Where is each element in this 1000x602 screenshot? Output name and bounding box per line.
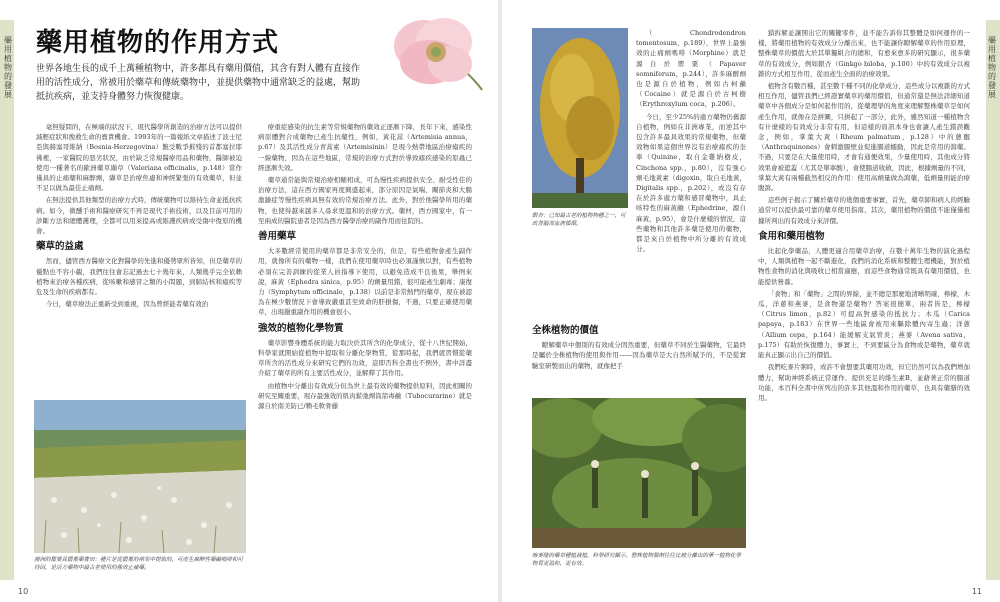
section-heading-use: 善用藥草 [258, 231, 297, 243]
right-side-tab [986, 20, 1000, 580]
herb-workers-photo [532, 398, 746, 548]
paragraph: 植物含有數百種，甚至數千種不同的化學成分，這些成分以複雜的方式相互作用，儘管我們已經證實藥草的藥用價值，但通常還是無法詳細知道藥草中各個成分是如何起作用的，從藥理學的角度來理解整株藥草是如何產生作用，就像在是拼圖，只拼起了一部分，此外，雖然知道一種植物含有什麼樣的有效成分非常有用，但這樣的資訊本身也會讓人產生錯誤觀念，例如，掌葉大黃（Rheum palmatum，p.128）中的蒽醌（Anthraquinones）會刺激腸壁並促進腸道蠕動，因此是常用的瀉藥。不過，只要是在大量使用時，才會有通便效果，少量使用時，其他成分將效果會被遮蓋（尤其是單寧酸），會使腸道收斂，因此，根據劑量的不同，掌葉大黃有兩種截然相反的作用：使用高劑量做為瀉藥，低劑量則能治療腹瀉。 [758, 82, 970, 193]
paragraph: 瞭解藥草中個別的有效成分固然重要，但藥草不同於生醫藥物，它最終是屬於全株植物的使用與作用——因為藥草是大自然所賦予的，不是從實驗室研製而出的藥物，就像把手 [532, 341, 746, 370]
poppy-flower-illustration [378, 12, 490, 92]
poppy-field-caption: 澳洲的罌粟其罌粟藥膏田：種片是從罌粟的蒴果中提取的，可產生麻醉性藥鹼嗎啡和可待因，是活方藥物中最古老使用的強效止痛藥。 [34, 557, 244, 571]
herb-workers-caption: 喀麥隆的藥草種植栽植，科學研究顯示，整株植物製劑往往比被分離出的單一植物化學物質更溫和、更有效。 [532, 553, 742, 567]
paragraph: 「食物」和「藥物」之間的界線，並不總是那麼地清晰明確，檸檬，木瓜，洋蔥和燕麥，是食物還是藥物？答案很簡單，兩者皆是，檸檬（Citrus limon，p.82）可提高對感染的抵抗力；木瓜（Carica papaya，p.183）在世界一些地區會被用來驅除體內寄生蟲；洋蔥（Allium cepa，p.164）能緩解支氣管炎；燕麥（Avena sativa，p.175）有助於恢復體力，事實上，不到要區分為食物或是藥物，藥草就能真正顯示出自己的價值。 [758, 289, 970, 360]
left-page [0, 0, 498, 602]
paragraph: 大多數經常使用的藥草都是非常安全的，但是，有些植物會產生副作用，就像所有的藥物一樣，我們在使用藥草時也必須謹慎以對，有些植物必須在完善訓練的從業人員指導下使用，以避免造成不良後果，舉例來說，麻黃（Ephedra sinica，p.95）的劑量用錯，很可能產生劇毒；康復力（Symphytum officinale，p.138）以前是非常熱門的藥草，現在被認為在極少數情況下會導致嚴重甚至致命的肝損傷，不過，只要正確使用藥草，出現嚴重副作用的機會很小。 [258, 247, 472, 317]
paragraph: 由植物中分離出有效成分但為世上最有效的藥物提供原料，因此相關的研究至關重要，現存最強效的肌肉鬆弛劑筒箭毒鹼（Tubocurarine）就是源自於南美防已/賴毛軟骨藤 [258, 381, 472, 411]
section-heading-whole-plant: 全株植物的價值 [532, 325, 599, 336]
paragraph: 藥草影響身體系統的能力取決於其所含的化學成分，從十八世紀開始，科學家就開始從植物中提取和分離化學物質，從那時起，我們就習慣從藥草所含的活性成分來研究它們的功效，這即否科全書也不例外，書中詳盡介紹了藥草的所有主要活性成分，並解釋了其作用。 [258, 338, 472, 378]
left-column-1 [36, 122, 242, 311]
paragraph: 我們吃麥片粥時，或許不會想要其藥用功效，但它仍然可以為我們增加體力，幫助神經系統正常運作，提供充足的維生素B，並藉著正常的腸道功能，本百科全書中所列出的許多其他溫和作用的藥草，也具有藥膳的效用。 [758, 363, 970, 402]
paragraph: 然而，儘管西方醫療文化對醫學的先進和優勢眾所皆知，但是藥草的優點也不容小覷，我們往往會忘記過去七十幾年來，人類幾乎完全依賴植物來治療各種疾病，從咳嗽和感冒之類的小問題，到肺結核和瘧疾等危及生命的疾病都有。 [36, 257, 242, 297]
paragraph: 鎖拆解並讓開出它的關鍵零件，並不能告訴你其整體是如何運作的一樣，將藥用植物的有效成分分離出來，也不能讓你瞭解藥草的作用原理，整株藥草的價值大於其單獨組合的總和，有愈來愈多的研究顯示，很多藥草的有效成分，例如銀杏（Ginkgo biloba，p.100）中的有效成分以複雜的方式相互作用，從而產生全面的治療效果。 [758, 29, 970, 78]
page-number-left: 10 [18, 587, 29, 596]
poppy-field-photo [34, 400, 246, 553]
paragraph: 毫無疑問的，在極端的狀況下，現代醫學所創造的治療方法可以提供減輕症狀和挽救生命的寶貴機會。1993年的一篇報紙文章描述了波士尼亞與赫塞哥維納（Bosnia-Herzegovina）飽受戰爭摧殘的首都塞拉耶佛裡，一家醫院的惡劣狀況，由於缺乏常規醫療用品和藥物，醫師被迫使用一種著名的歐洲藥草纈草（Valeriana officinalis，p.148）當作僅具的止痛藥和麻醉劑，纈草是治療焦慮和神經緊張的有效藥草，但並不足以做為最佳止痛劑。 [36, 123, 242, 193]
paragraph: 今日，藥草療法正重新受到重視，因為曾經能者藥有效治 [45, 300, 209, 309]
paragraph: 比起化學藥品，人體更適合用藥草治療，在數十萬年生物的演化過程中，人類與植物一起不斷進化，我們的消化系統和整體生理機能，對於植物性食物的消化與吸收已相當適應，而這些食物通常既具有藥用價值，也能提供營養。 [758, 247, 970, 286]
paragraph: 藥草通常能與常規治療相輔相成，可為慢性疾病提供安全、耐受性佳的治療方法，這在西方國家再度興盛起來，部分原因是氣喘、關節炎和大腸激躁症等慢性疾病具無有效的常規治療方法。此外，對於他醫學所用的藥物，也使得越來越多人尋求更溫和的治療方式。藥材，西方國家中，有一至兩成的醫院患者是因為西方醫學治療的副作用而住院的。 [258, 176, 472, 225]
page-title: 藥用植物的作用方式 [36, 28, 280, 58]
right-page [502, 0, 1000, 602]
left-column-2 [258, 122, 472, 413]
section-heading-chemicals: 強效的植物化學物質 [258, 322, 344, 334]
ginkgo-tree-photo [532, 28, 628, 208]
left-side-tab [0, 20, 14, 580]
right-column-1-bottom [532, 320, 746, 373]
ginkgo-caption: 銀杏：已知最古老的植物物種之一，可改善腦部血液循環。 [532, 213, 626, 227]
paragraph: 這些例子揭示了關於藥草的幾個重要事實，首先，藥草師和病人的經驗通常可以提供最可靠的藥草使用指南，其次，藥用植物的價值不能僅僅根據所判出的有效成分來評價。 [758, 196, 970, 225]
section-heading-benefits: 藥草的益處 [36, 241, 84, 253]
right-column-1-top [636, 28, 746, 256]
paragraph: 在無法提供其他類型的治療方式時，傳統藥物可以維持生命並抵抗疾病。如今，微醺手術和醫療研究不再是現代手術技術，以及目前可用的診斷方法和總體護理，全都可以用來提高或維護疾病或受傷中復原的機會。 [36, 196, 242, 236]
paragraph: （Chondrodendron tomentosum，p.189），世界上最強效的止痛劑嗎啡（Morphine）就是源自於罌粟（Papaver somniferum，p.244），許多麻醉劑也是源自於植物，例如古柯鹼（Cocaine）就是源自於古柯樹（Erythroxylum coca，p.206）。 [636, 29, 746, 109]
intro-paragraph: 世界各地生長的成千上萬種植物中，許多都具有藥用價值，其含有對人體有直接作用的活性成分，常被用於藥草和傳統藥物中，並提供藥物中通常缺乏的益處，幫助抵抗疾病，並支持身體努力恢復健康。 [36, 64, 361, 102]
right-column-2 [758, 28, 970, 405]
section-heading-food: 食用和藥用植物 [758, 230, 825, 242]
left-side-label: 藥用植物的發展 [4, 36, 12, 99]
paragraph: 今日，至少25%的處方藥物仍舊源自植物，例如在非洲專業，而逆其中包含許多最具效果的常規藥物，但藥效物如果這個世界沒有治療瘧疾的奎寧（Quinine，取自金雞納樹皮，Cinchona spp.，p.80），沒有強心劑毛地黃素（digoxin，取自毛地黃，Digitalis spp.，p.202），或沒有存在於許多處方藥和感冒藥物中，具止咳特性的麻黃鹼（Ephedrine，源自麻黃，p.95），會是什麼樣的情況，這些藥物和其他許多藥是使用的藥物，都是來自於植物中所分離的有效成分。 [636, 112, 746, 254]
right-side-label: 藥用植物的發展 [988, 36, 996, 99]
page-number-right: 11 [971, 587, 982, 596]
paragraph: 療重症感染的抗生素等常規藥物的藥效正逐漸下降，長年下來，感染性病原體對合成藥物已產生抗藥性，例如，黃花蒿（Artemisia annua，p.67）及其活性成分青蒿素（Artemisinin）是現今熱帶地區治療瘧疾的一線藥物，因為在這些地區，常規的治療方式對於導致瘧疾感染的原蟲已經逐漸失效。 [258, 123, 472, 172]
